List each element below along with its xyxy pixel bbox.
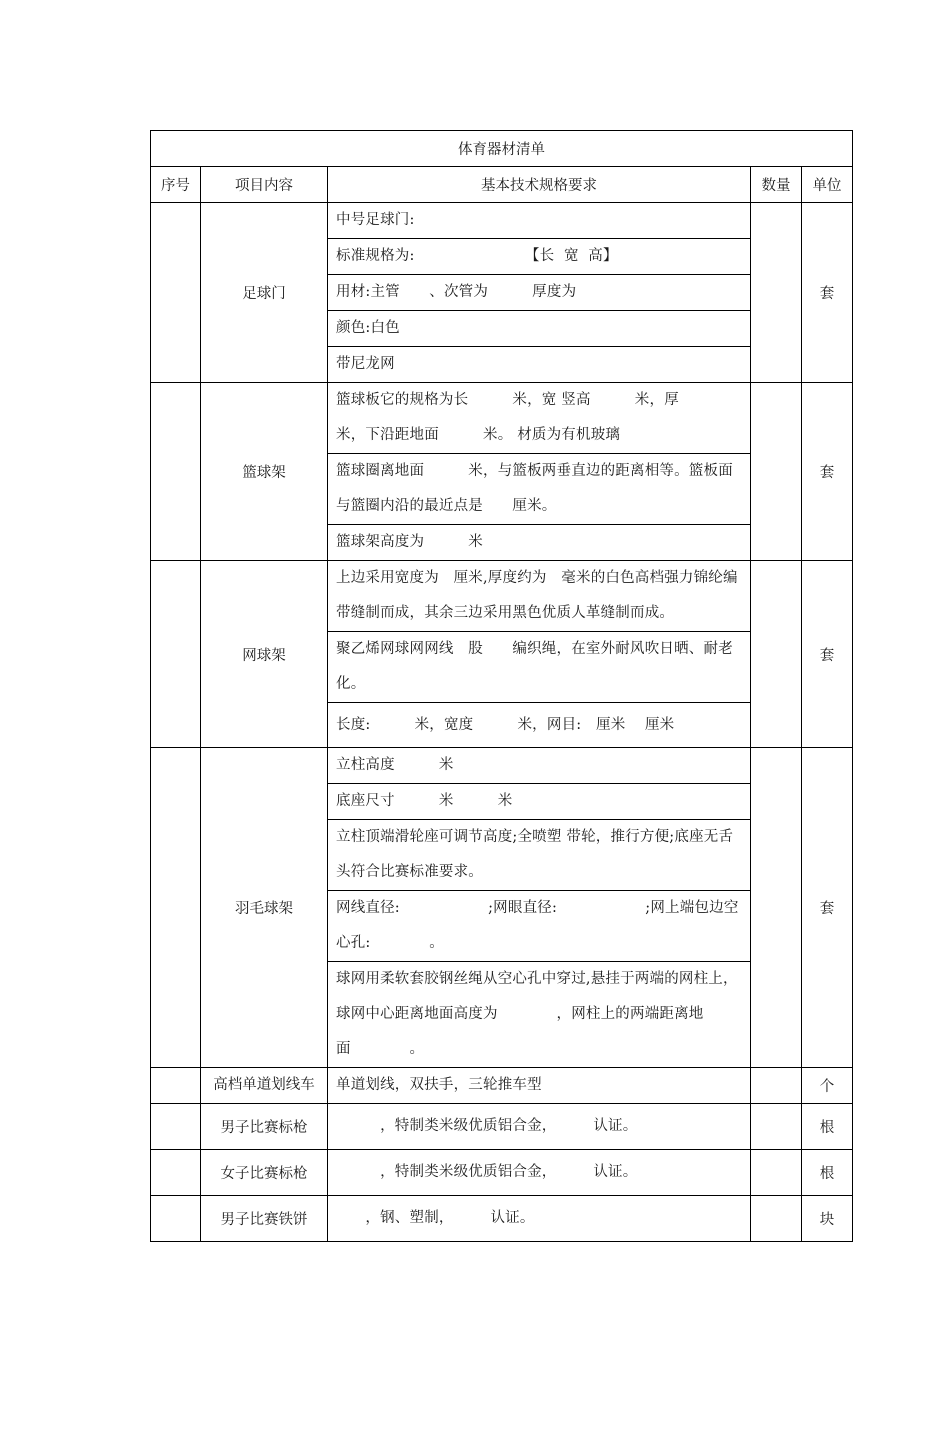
- spec-cell: 底座尺寸 米 米: [328, 784, 751, 820]
- item-cell: 高档单道划线车: [201, 1068, 328, 1104]
- quantity-cell: [751, 383, 802, 561]
- quantity-cell: [751, 1068, 802, 1104]
- unit-cell: 个: [802, 1068, 853, 1104]
- spec-cell: 颜色:白色: [328, 311, 751, 347]
- table-row: [151, 748, 853, 784]
- index-cell: [151, 1068, 201, 1104]
- spec-cell: 上边采用宽度为 厘米,厚度约为 毫米的白色高档强力锦纶编带缝制而成，其余三边采用黑色优质人革缝制而成。: [328, 561, 751, 632]
- spec-cell: ，钢、塑制， 认证。: [328, 1196, 751, 1242]
- header-item: 项目内容: [201, 167, 328, 203]
- table-row: [151, 561, 853, 632]
- table-row: [151, 1068, 853, 1104]
- quantity-cell: [751, 1150, 802, 1196]
- unit-cell: 块: [802, 1196, 853, 1242]
- unit-cell: 套: [802, 383, 853, 561]
- index-cell: [151, 1196, 201, 1242]
- quantity-cell: [751, 203, 802, 383]
- table-row: [151, 1196, 853, 1242]
- index-cell: [151, 561, 201, 748]
- header-unit: 单位: [802, 167, 853, 203]
- quantity-cell: [751, 1104, 802, 1150]
- index-cell: [151, 1104, 201, 1150]
- unit-cell: 根: [802, 1104, 853, 1150]
- table-row: [151, 1104, 853, 1150]
- index-cell: [151, 203, 201, 383]
- item-cell: 女子比赛标枪: [201, 1150, 328, 1196]
- unit-cell: 套: [802, 203, 853, 383]
- item-cell: 男子比赛铁饼: [201, 1196, 328, 1242]
- spec-cell: 标准规格为: 【长 宽 高】: [328, 239, 751, 275]
- spec-cell: 聚乙烯网球网网线 股 编织绳，在室外耐风吹日晒、耐老化。: [328, 632, 751, 703]
- index-cell: [151, 383, 201, 561]
- item-cell: 篮球架: [201, 383, 328, 561]
- quantity-cell: [751, 561, 802, 748]
- spec-cell: 篮球圈离地面 米，与篮板两垂直边的距离相等。篮板面与篮圈内沿的最近点是 厘米。: [328, 454, 751, 525]
- item-cell: 羽毛球架: [201, 748, 328, 1068]
- table-row: [151, 1150, 853, 1196]
- spec-cell: ，特制类米级优质铝合金， 认证。: [328, 1150, 751, 1196]
- header-spec: 基本技术规格要求: [328, 167, 751, 203]
- spec-cell: 带尼龙网: [328, 347, 751, 383]
- spec-cell: 中号足球门:: [328, 203, 751, 239]
- spec-cell: 用材:主管 、次管为 厚度为: [328, 275, 751, 311]
- unit-cell: 套: [802, 561, 853, 748]
- item-cell: 足球门: [201, 203, 328, 383]
- unit-cell: 根: [802, 1150, 853, 1196]
- table-row: [151, 383, 853, 454]
- spec-cell: 球网用柔软套胶钢丝绳从空心孔中穿过,悬挂于两端的网柱上，球网中心距离地面高度为 ，网柱上的两端距离地面 。: [328, 962, 751, 1068]
- header-quantity: 数量: [751, 167, 802, 203]
- spec-cell: 立柱高度 米: [328, 748, 751, 784]
- spec-cell: 网线直径: ;网眼直径: ;网上端包边空心孔: 。: [328, 891, 751, 962]
- header-index: 序号: [151, 167, 201, 203]
- spec-cell: 篮球板它的规格为长 米，宽 竖高 米，厚 米，下沿距地面 米。 材质为有机玻璃: [328, 383, 751, 454]
- spec-cell: 长度: 米，宽度 米，网目: 厘米 厘米: [328, 703, 751, 748]
- quantity-cell: [751, 1196, 802, 1242]
- item-cell: 网球架: [201, 561, 328, 748]
- equipment-table: [150, 130, 853, 1242]
- spec-cell: 立柱顶端滑轮座可调节高度;全喷塑 带轮，推行方便;底座无舌头符合比赛标准要求。: [328, 820, 751, 891]
- table-title: 体育器材清单: [151, 131, 853, 167]
- spec-cell: ，特制类米级优质铝合金， 认证。: [328, 1104, 751, 1150]
- spec-cell: 单道划线，双扶手，三轮推车型: [328, 1068, 751, 1104]
- spec-cell: 篮球架高度为 米: [328, 525, 751, 561]
- unit-cell: 套: [802, 748, 853, 1068]
- index-cell: [151, 1150, 201, 1196]
- index-cell: [151, 748, 201, 1068]
- table-row: [151, 203, 853, 239]
- quantity-cell: [751, 748, 802, 1068]
- item-cell: 男子比赛标枪: [201, 1104, 328, 1150]
